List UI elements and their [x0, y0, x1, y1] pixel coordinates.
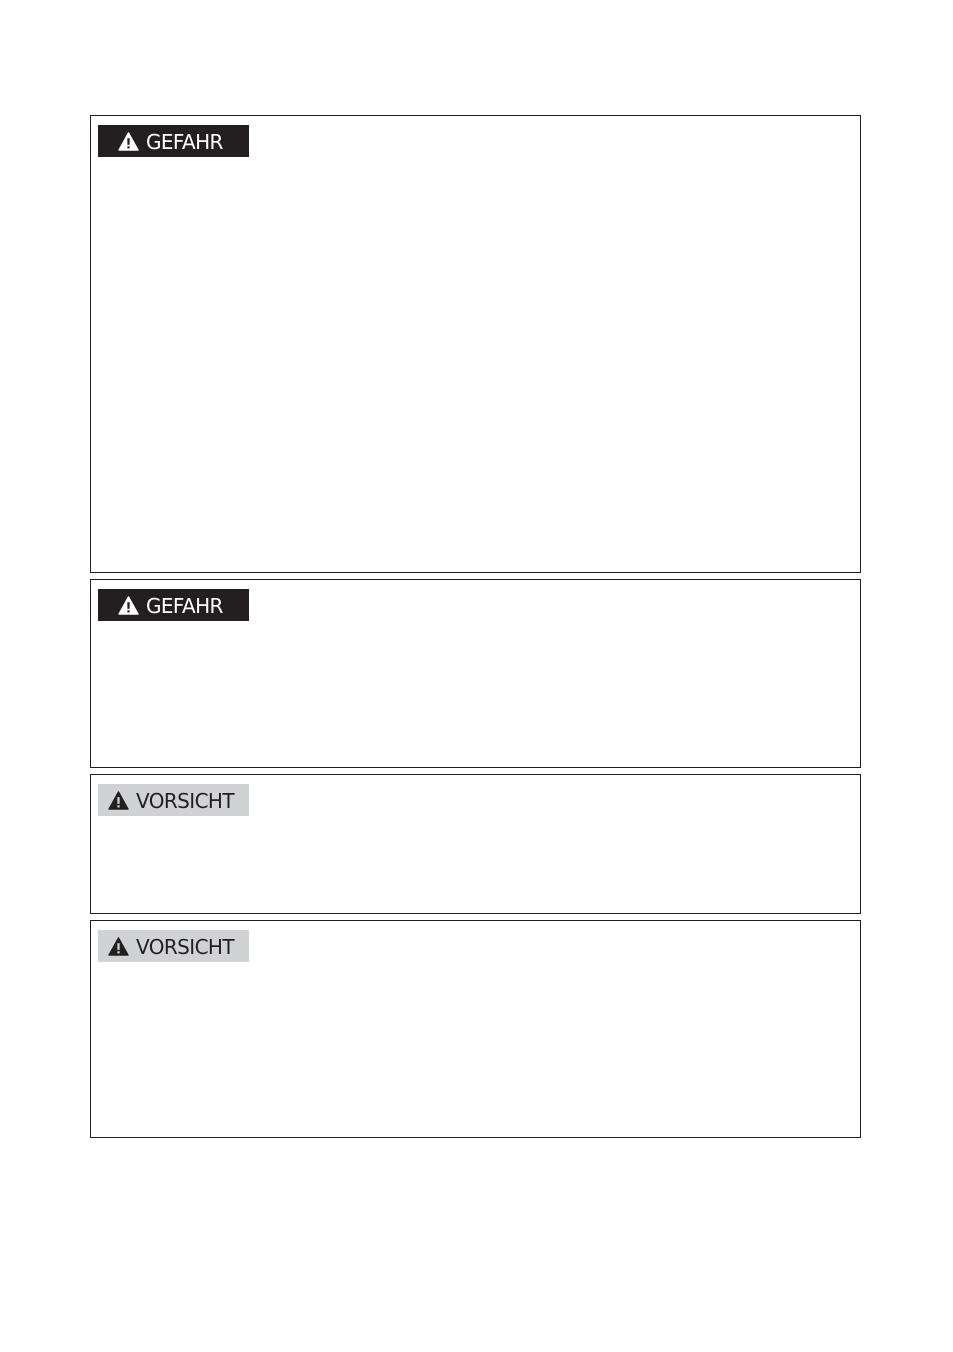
caution-notice-box — [90, 774, 861, 914]
caution-signal-label — [98, 784, 249, 816]
signal-word: GEFAHR — [146, 594, 223, 618]
caution-signal-label — [98, 930, 249, 962]
danger-notice-box — [90, 115, 861, 573]
danger-signal-label — [98, 589, 249, 621]
warning-triangle-icon — [108, 791, 129, 810]
caution-notice-box — [90, 920, 861, 1138]
danger-signal-label — [98, 125, 249, 157]
warning-triangle-icon — [118, 132, 139, 151]
signal-word: VORSICHT — [136, 935, 234, 959]
signal-word: GEFAHR — [146, 130, 223, 154]
danger-notice-box — [90, 579, 861, 768]
warning-triangle-icon — [108, 937, 129, 956]
warning-triangle-icon — [118, 596, 139, 615]
signal-word: VORSICHT — [136, 789, 234, 813]
